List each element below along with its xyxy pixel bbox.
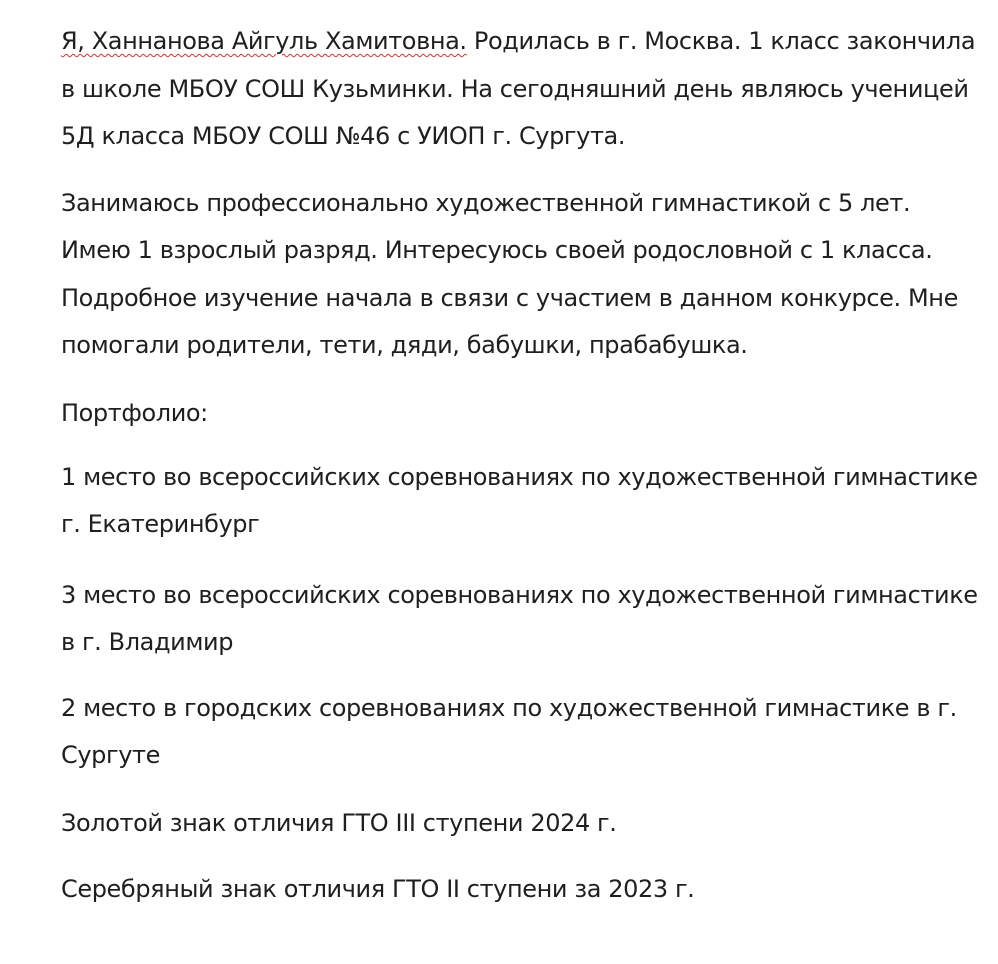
portfolio-item: 2 место в городских соревнованиях по художественной гимнастике в г. Сургуте <box>61 693 957 769</box>
portfolio-heading: Портфолио: <box>61 398 208 427</box>
intro-text: Родилась в г. Москва. 1 класс закончила в школе МБОУ СОШ Кузьминки. На сегодняшний день являюсь ученицей 5Д класса МБОУ СОШ №46 с УИОП г. Сургута. <box>61 27 976 150</box>
portfolio-item: Золотой знак отличия ГТО III ступени 2024 г. <box>61 808 617 837</box>
portfolio-item: 1 место во всероссийских соревнованиях по художественной гимнастике г. Екатеринбург <box>61 462 978 538</box>
portfolio-item: Серебряный знак отличия ГТО II ступени за 2023 г. <box>61 874 695 903</box>
document-body <box>61 18 986 909</box>
intro-name-misspelled: Я, Ханнанова Айгуль Хамитовна. <box>61 27 467 55</box>
intro-paragraph <box>61 18 986 161</box>
portfolio-item: 3 место во всероссийских соревнованиях по художественной гимнастике в г. Владимир <box>61 580 978 656</box>
hobby-paragraph: Занимаюсь профессионально художественной гимнастикой с 5 лет. Имею 1 взрослый разряд. Интересуюсь своей родословной с 1 класса. Подробное изучение начала в связи с участием в данном конкурсе. Мне помогали родители, тети, дяди, бабушки, прабабушка. <box>61 188 958 359</box>
